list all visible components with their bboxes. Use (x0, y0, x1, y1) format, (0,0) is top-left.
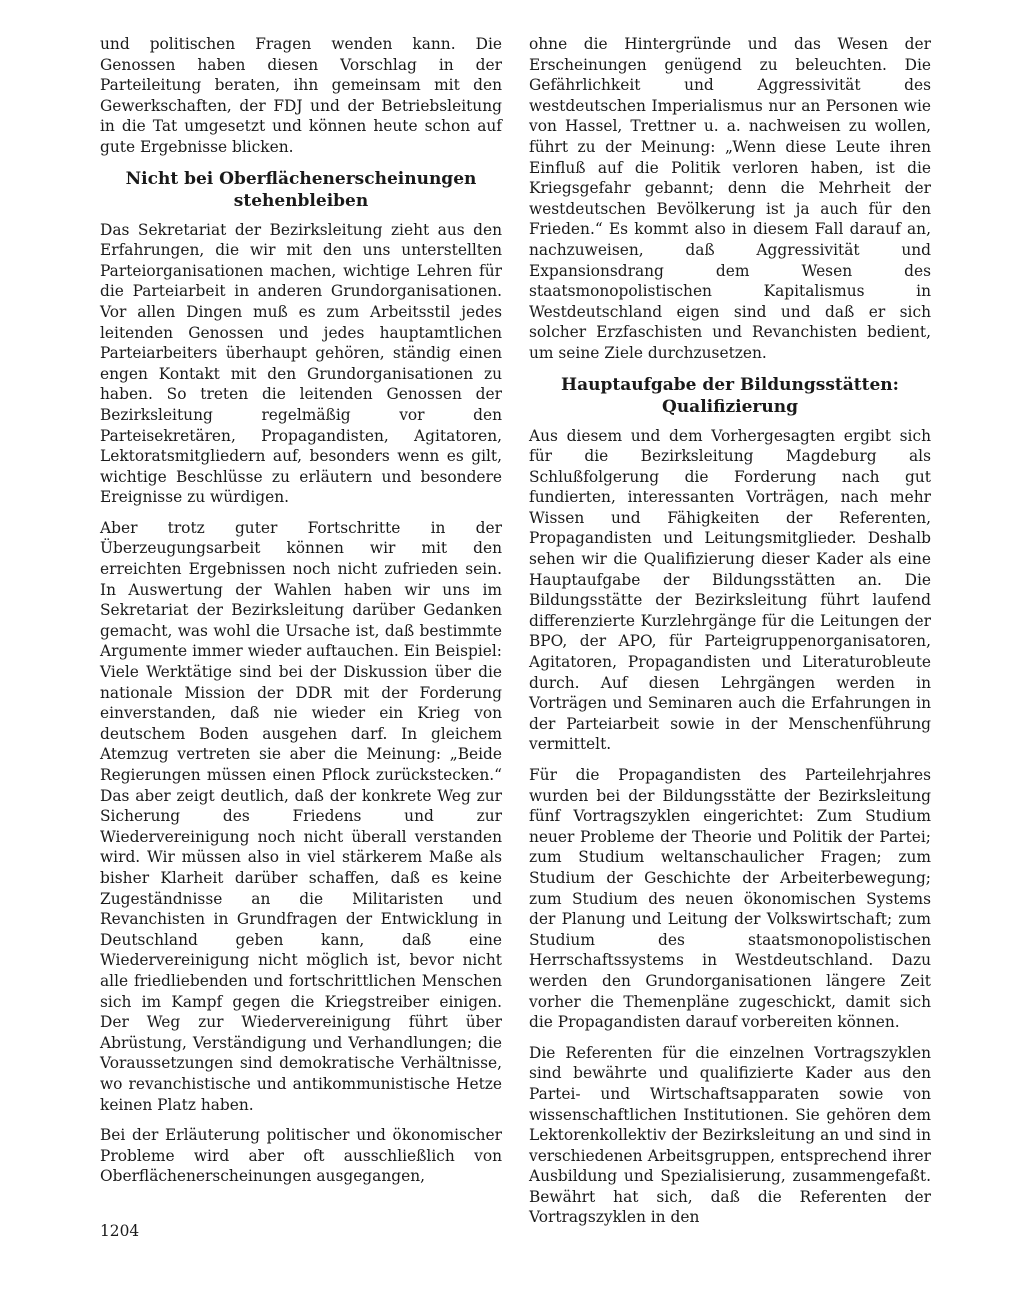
paragraph: Aus diesem und dem Vorhergesagten ergibt sich für die Bezirksleitung Magdeburg als Schlußfolgerung die Forderung nach gut fundierten, interessanten Vorträgen, nach mehr Wissen und Fähigkeiten der Referenten, Propagandisten und Leitungsmitglieder. Deshalb sehen wir die Qualifizierung dieser Kader als eine Hauptaufgabe der Bildungsstätten an. Die Bildungsstätte der Bezirksleitung führt laufend differenzierte Kurzlehrgänge für die Leitungen der BPO, der APO, für Parteigruppenorganisatoren, Agitatoren, Propagandisten und Literaturobleute durch. Auf diesen Lehrgängen werden in Vorträgen und Seminaren auch die Erfahrungen in der Parteiarbeit sowie in der Menschenführung vermittelt. (529, 426, 931, 754)
page-number: 1204 (100, 1222, 140, 1240)
paragraph: Für die Propagandisten des Parteilehrjahres wurden bei der Bildungsstätte der Bezirksleitung fünf Vortragszyklen eingerichtet: Zum Studium neuer Probleme der Theorie und Politik der Partei; zum Studium weltanschaulicher Fragen; zum Studium der Geschichte der Arbeiterbewegung; zum Studium des neuen ökonomischen Systems der Planung und Leitung der Volkswirtschaft; zum Studium des staatsmonopolistischen Herrschaftssystems in Westdeutschland. Dazu werden den Grundorganisationen längere Zeit vorher die Themenpläne zugeschickt, damit sich die Propagandisten darauf vorbereiten können. (529, 766, 931, 1032)
left-column (100, 34, 502, 1197)
right-column (529, 34, 931, 1238)
paragraph: und politischen Fragen wenden kann. Die Genossen haben diesen Vorschlag in der Parteileitung beraten, ihn gemeinsam mit den Gewerkschaften, der FDJ und der Betriebsleitung in die Tat umgesetzt und können heute schon auf gute Ergebnisse blicken. (100, 35, 502, 156)
section-heading: Nicht bei Oberflächenerscheinungen stehenbleiben (125, 168, 477, 211)
paragraph: Aber trotz guter Fortschritte in der Überzeugungsarbeit können wir mit den erreichten Ergebnissen noch nicht zufrieden sein. In Auswertung der Wahlen haben wir uns im Sekretariat der Bezirksleitung darüber Gedanken gemacht, was wohl die Ursache ist, daß bestimmte Argumente immer wieder auftauchen. Ein Beispiel: Viele Werktätige sind bei der Diskussion über die nationale Mission der DDR mit der Forderung einverstanden, daß nie wieder ein Krieg von deutschem Boden ausgehen darf. In gleichem Atemzug vertreten sie aber die Meinung: „Beide Regierungen müssen einen Pflock zurückstecken.“ Das aber zeigt deutlich, daß der konkrete Weg zur Sicherung des Friedens und zur Wiedervereinigung noch nicht überall verstanden wird. Wir müssen also in viel stärkerem Maße als bisher Klarheit darüber schaffen, daß es keine Zugeständnisse an die Militaristen und Revanchisten in Grundfragen der Entwicklung in Deutschland geben kann, daß eine Wiedervereinigung nicht möglich ist, bevor nicht alle friedliebenden und fortschrittlichen Menschen sich im Kampf gegen die Kriegstreiber einigen. Der Weg zur Wiedervereinigung führt über Abrüstung, Verständigung und Verhandlungen; die Voraussetzungen sind demokratische Verhältnisse, wo revanchistische und antikommunistische Hetze keinen Platz haben. (100, 518, 502, 1114)
section-heading: Hauptaufgabe der Bildungsstätten: Qualifizierung (561, 374, 899, 417)
paragraph: Das Sekretariat der Bezirksleitung zieht aus den Erfahrungen, die wir mit den uns unterstellten Parteiorganisationen machen, wichtige Lehren für die Parteiarbeit in anderen Grundorganisationen. Vor allen Dingen muß es zum Arbeitsstil jedes leitenden Genossen und jedes hauptamtlichen Parteiarbeiters überhaupt gehören, ständig einen engen Kontakt mit den Grundorganisationen zu haben. So treten die leitenden Genossen der Bezirksleitung regelmäßig vor den Parteisekretären, Propagandisten, Agitatoren, Lektoratsmitgliedern auf, besonders wenn es gilt, wichtige Beschlüsse zu erläutern und besondere Ereignisse zu würdigen. (100, 220, 502, 507)
paragraph: ohne die Hintergründe und das Wesen der Erscheinungen genügend zu beleuchten. Die Gefährlichkeit und Aggressivität des westdeutschen Imperialismus nur an Personen wie von Hassel, Trettner u. a. nachweisen zu wollen, führt zu der Meinung: „Wenn diese Leute ihren Einfluß auf die Politik verloren haben, ist die Kriegsgefahr gebannt; denn die Mehrheit der westdeutschen Bevölkerung ist ja auch für den Frieden.“ Es kommt also in diesem Fall darauf an, nachzuweisen, daß Aggressivität und Expansionsdrang dem Wesen des staatsmonopolistischen Kapitalismus in Westdeutschland eigen sind und daß er sich solcher Erzfaschisten und Revanchisten bedient, um seine Ziele durchzusetzen. (529, 35, 931, 362)
paragraph: Bei der Erläuterung politischer und ökonomischer Probleme wird aber oft ausschließlich von Oberflächenerscheinungen ausgegangen, (100, 1126, 502, 1186)
paragraph: Die Referenten für die einzelnen Vortragszyklen sind bewährte und qualifizierte Kader aus den Partei- und Wirtschaftsapparaten sowie von wissenschaftlichen Institutionen. Sie gehören dem Lektorenkollektiv der Bezirksleitung an und sind in verschiedenen Arbeitsgruppen, entsprechend ihrer Ausbildung und Spezialisierung, zusammengefaßt. Bewährt hat sich, daß die Referenten der Vortragszyklen in den (529, 1043, 931, 1227)
